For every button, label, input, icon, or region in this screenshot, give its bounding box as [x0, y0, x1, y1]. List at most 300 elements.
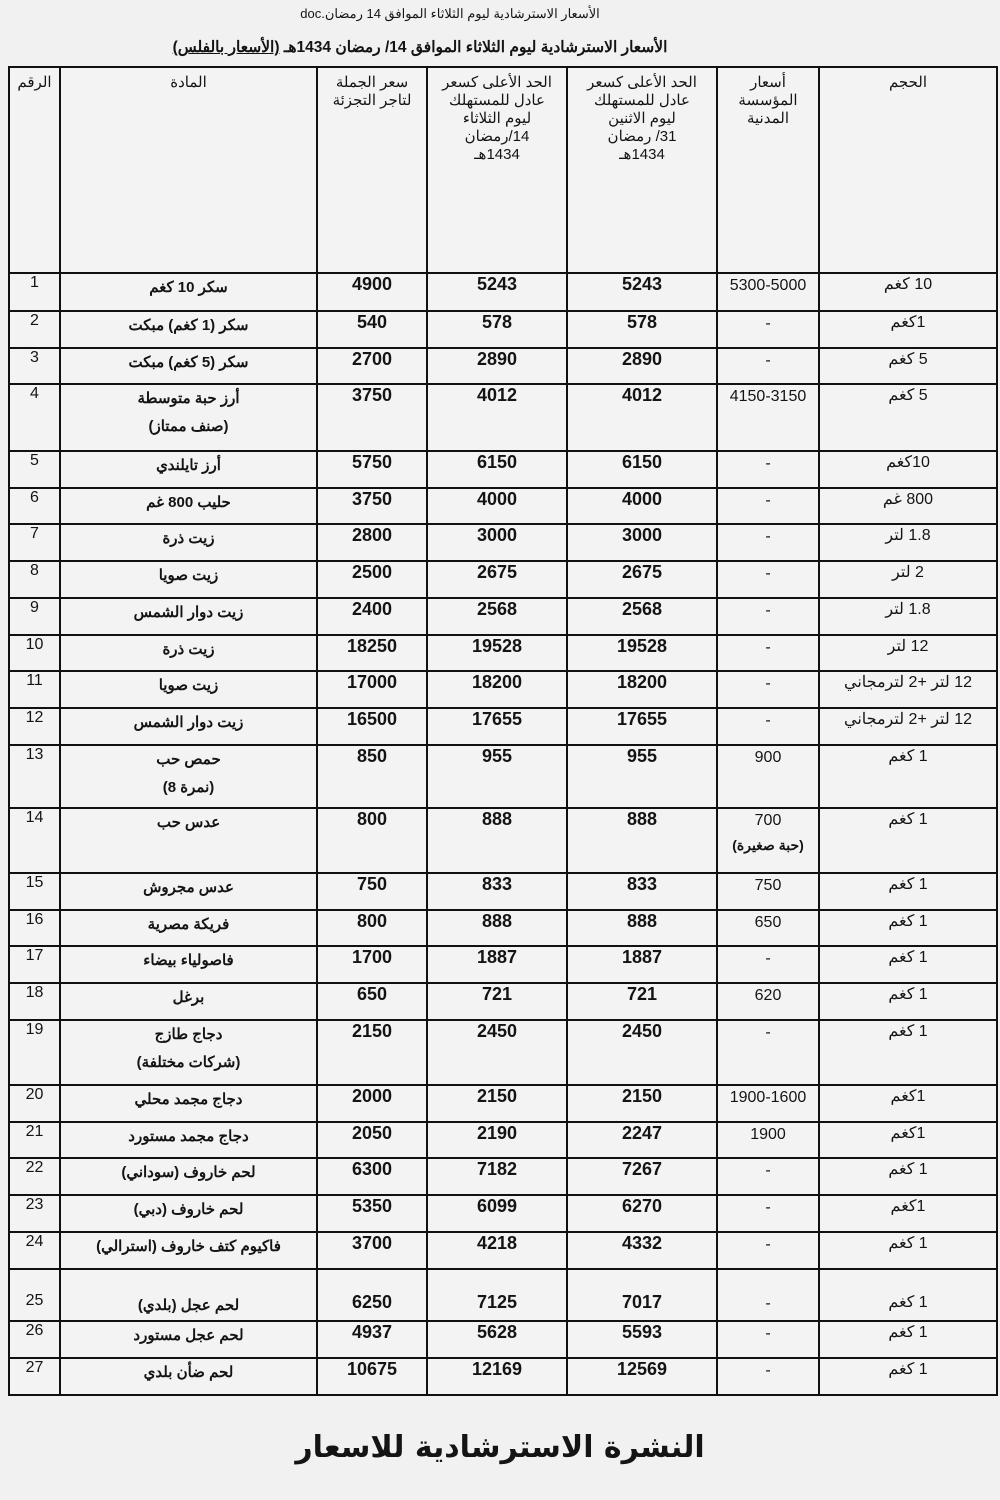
wholesale-cell: 4900	[317, 273, 427, 311]
header-max-tuesday-line: 14/رمضان	[464, 128, 530, 145]
wholesale-cell: 2400	[317, 598, 427, 635]
civil-price-cell	[717, 451, 819, 488]
max-tuesday-cell: 2190	[427, 1122, 567, 1158]
header-civil-line: المدنية	[746, 110, 790, 127]
size-cell: 1 كغم	[819, 1321, 997, 1358]
civil-price: 1900-1600	[729, 1089, 807, 1106]
table-row	[9, 1358, 997, 1395]
header-number	[9, 67, 60, 273]
wholesale-cell: 16500	[317, 708, 427, 745]
wholesale-cell: 10675	[317, 1358, 427, 1395]
civil-price: 4150-3150	[729, 388, 807, 405]
max-monday-cell: 5243	[567, 273, 717, 311]
wholesale-cell: 1700	[317, 946, 427, 983]
civil-price-cell	[717, 311, 819, 348]
wholesale-cell: 2000	[317, 1085, 427, 1122]
civil-price: -	[765, 492, 771, 509]
size-cell: 1 كغم	[819, 983, 997, 1020]
item-name: حليب 800 غم	[146, 494, 231, 511]
item-cell	[60, 808, 317, 873]
item-cell	[60, 745, 317, 808]
table-row	[9, 671, 997, 708]
table-row	[9, 1122, 997, 1158]
row-number-cell: 27	[9, 1358, 60, 1395]
table-row	[9, 384, 997, 451]
max-monday-cell: 833	[567, 873, 717, 910]
max-tuesday-cell: 833	[427, 873, 567, 910]
header-civil-line: المؤسسة	[738, 92, 798, 109]
civil-price-cell	[717, 1358, 819, 1395]
item-name: زيت دوار الشمس	[133, 604, 244, 621]
item-name: دجاج مجمد محلي	[134, 1091, 243, 1108]
max-tuesday-cell: 5243	[427, 273, 567, 311]
civil-price-cell	[717, 635, 819, 671]
size-cell: 1 كغم	[819, 1232, 997, 1269]
header-number-label: الرقم	[17, 74, 52, 91]
size-cell: 12 لتر +2 لترمجاني	[819, 671, 997, 708]
item-cell	[60, 1085, 317, 1122]
max-tuesday-cell: 6099	[427, 1195, 567, 1232]
max-tuesday-cell: 3000	[427, 524, 567, 561]
table-row	[9, 561, 997, 598]
civil-price: -	[765, 455, 771, 472]
item-cell	[60, 873, 317, 910]
row-number-cell: 23	[9, 1195, 60, 1232]
max-tuesday-cell: 4218	[427, 1232, 567, 1269]
header-max-monday	[567, 67, 717, 273]
wholesale-cell: 850	[317, 745, 427, 808]
size-cell: 12 لتر	[819, 635, 997, 671]
header-max-monday-line: عادل للمستهلك	[594, 92, 690, 109]
wholesale-cell: 18250	[317, 635, 427, 671]
civil-price-cell	[717, 1020, 819, 1085]
size-cell: 1 كغم	[819, 946, 997, 983]
max-monday-cell: 888	[567, 808, 717, 873]
item-name: لحم خاروف (دبي)	[133, 1201, 244, 1218]
table-row	[9, 1321, 997, 1358]
wholesale-cell: 2150	[317, 1020, 427, 1085]
civil-price: -	[765, 565, 771, 582]
item-detail: (شركات مختلفة)	[136, 1054, 241, 1071]
header-max-monday-line: 31/ رمضان	[607, 128, 677, 145]
table-row	[9, 598, 997, 635]
table-row	[9, 1020, 997, 1085]
max-tuesday-cell: 721	[427, 983, 567, 1020]
max-tuesday-cell: 4012	[427, 384, 567, 451]
wholesale-cell: 2700	[317, 348, 427, 384]
item-cell	[60, 1232, 317, 1269]
item-cell	[60, 1158, 317, 1195]
civil-price: 5300-5000	[729, 277, 807, 294]
item-cell	[60, 348, 317, 384]
wholesale-cell: 6300	[317, 1158, 427, 1195]
header-max-monday-line: 1434هـ	[619, 146, 665, 163]
size-cell: 1.8 لتر	[819, 524, 997, 561]
item-cell	[60, 524, 317, 561]
max-monday-cell: 19528	[567, 635, 717, 671]
max-tuesday-cell: 888	[427, 808, 567, 873]
table-row	[9, 635, 997, 671]
item-cell	[60, 1020, 317, 1085]
civil-price-cell	[717, 671, 819, 708]
civil-price: -	[765, 352, 771, 369]
max-monday-cell: 578	[567, 311, 717, 348]
item-name: أرز حبة متوسطة	[137, 390, 240, 407]
item-cell	[60, 1269, 317, 1321]
row-number-cell: 21	[9, 1122, 60, 1158]
item-cell	[60, 561, 317, 598]
item-name: لحم عجل (بلدي)	[137, 1297, 240, 1314]
item-name: لحم خاروف (سوداني)	[121, 1164, 256, 1181]
header-item	[60, 67, 317, 273]
max-monday-cell: 888	[567, 910, 717, 946]
civil-price-cell	[717, 348, 819, 384]
table-row	[9, 348, 997, 384]
table-row	[9, 983, 997, 1020]
item-name: لحم عجل مستورد	[133, 1327, 244, 1344]
max-monday-cell: 12569	[567, 1358, 717, 1395]
max-tuesday-cell: 2890	[427, 348, 567, 384]
item-name: دجاج طازج	[154, 1026, 223, 1043]
size-cell: 12 لتر +2 لترمجاني	[819, 708, 997, 745]
max-tuesday-cell: 12169	[427, 1358, 567, 1395]
bulletin-title: النشرة الاسترشادية للاسعار	[295, 1430, 705, 1465]
table-row	[9, 451, 997, 488]
row-number-cell: 7	[9, 524, 60, 561]
header-max-tuesday-line: ليوم الثلاثاء	[462, 110, 532, 127]
max-monday-cell: 6150	[567, 451, 717, 488]
size-cell: 1كغم	[819, 311, 997, 348]
civil-price-cell	[717, 1321, 819, 1358]
civil-price: 750	[754, 877, 782, 894]
table-row	[9, 1195, 997, 1232]
row-number-cell: 5	[9, 451, 60, 488]
header-wholesale-line: سعر الجملة	[335, 74, 409, 91]
wholesale-cell: 5750	[317, 451, 427, 488]
civil-price-cell	[717, 384, 819, 451]
wholesale-cell: 6250	[317, 1269, 427, 1321]
table-row	[9, 1085, 997, 1122]
civil-price-cell	[717, 1269, 819, 1321]
civil-price: -	[765, 675, 771, 692]
civil-price: 1900	[750, 1126, 786, 1143]
item-name: عدس حب	[156, 814, 221, 831]
civil-price-cell	[717, 1158, 819, 1195]
wholesale-cell: 3700	[317, 1232, 427, 1269]
wholesale-cell: 800	[317, 808, 427, 873]
size-cell: 1 كغم	[819, 1158, 997, 1195]
civil-price-cell	[717, 488, 819, 524]
item-cell	[60, 488, 317, 524]
row-number-cell: 11	[9, 671, 60, 708]
size-cell: 1كغم	[819, 1085, 997, 1122]
max-tuesday-cell: 5628	[427, 1321, 567, 1358]
item-detail: (نمرة 8)	[162, 779, 215, 796]
row-number-cell: 8	[9, 561, 60, 598]
max-monday-cell: 1887	[567, 946, 717, 983]
max-tuesday-cell: 6150	[427, 451, 567, 488]
row-number-cell: 22	[9, 1158, 60, 1195]
civil-price: -	[765, 528, 771, 545]
max-monday-cell: 17655	[567, 708, 717, 745]
item-cell	[60, 1195, 317, 1232]
item-name: زيت ذرة	[162, 641, 215, 658]
civil-price: -	[765, 639, 771, 656]
table-row	[9, 273, 997, 311]
row-number-cell: 20	[9, 1085, 60, 1122]
max-monday-cell: 2150	[567, 1085, 717, 1122]
item-detail: (صنف ممتاز)	[148, 418, 229, 435]
header-size	[819, 67, 997, 273]
civil-price: -	[765, 315, 771, 332]
size-cell: 1كغم	[819, 1195, 997, 1232]
wholesale-cell: 2800	[317, 524, 427, 561]
header-civil-line: أسعار	[750, 74, 786, 91]
max-monday-cell: 2890	[567, 348, 717, 384]
max-monday-cell: 2675	[567, 561, 717, 598]
max-tuesday-cell: 578	[427, 311, 567, 348]
table-row	[9, 873, 997, 910]
civil-price-cell	[717, 273, 819, 311]
wholesale-cell: 750	[317, 873, 427, 910]
max-monday-cell: 2450	[567, 1020, 717, 1085]
row-number-cell: 17	[9, 946, 60, 983]
max-monday-cell: 4332	[567, 1232, 717, 1269]
civil-price-cell	[717, 983, 819, 1020]
item-cell	[60, 708, 317, 745]
size-cell: 5 كغم	[819, 384, 997, 451]
item-name: برغل	[172, 989, 205, 1006]
size-cell: 10 كغم	[819, 273, 997, 311]
civil-price: 650	[754, 914, 782, 931]
file-title: الأسعار الاسترشادية ليوم الثلاثاء الموافق 14 رمضان.doc	[300, 6, 600, 21]
civil-price-cell	[717, 1232, 819, 1269]
max-tuesday-cell: 2675	[427, 561, 567, 598]
max-monday-cell: 6270	[567, 1195, 717, 1232]
civil-price: -	[765, 1295, 771, 1312]
civil-price: 900	[754, 749, 782, 766]
item-name: دجاج مجمد مستورد	[128, 1128, 249, 1145]
item-name: عدس مجروش	[143, 879, 234, 896]
item-name: لحم ضأن بلدي	[143, 1364, 234, 1381]
item-cell	[60, 273, 317, 311]
item-cell	[60, 910, 317, 946]
size-cell: 1 كغم	[819, 910, 997, 946]
item-name: زيت ذرة	[162, 530, 215, 547]
item-cell	[60, 983, 317, 1020]
item-cell	[60, 451, 317, 488]
table-row	[9, 745, 997, 808]
civil-price: -	[765, 1199, 771, 1216]
civil-price-cell	[717, 1122, 819, 1158]
table-row	[9, 1158, 997, 1195]
row-number-cell: 16	[9, 910, 60, 946]
max-monday-cell: 2568	[567, 598, 717, 635]
header-civil-prices	[717, 67, 819, 273]
max-monday-cell: 7267	[567, 1158, 717, 1195]
wholesale-cell: 800	[317, 910, 427, 946]
max-monday-cell: 2247	[567, 1122, 717, 1158]
row-number-cell: 13	[9, 745, 60, 808]
civil-price-note: (حبة صغيرة)	[732, 837, 804, 853]
header-max-tuesday-line: عادل للمستهلك	[449, 92, 545, 109]
row-number-cell: 24	[9, 1232, 60, 1269]
max-tuesday-cell: 7125	[427, 1269, 567, 1321]
row-number-cell: 14	[9, 808, 60, 873]
max-tuesday-cell: 18200	[427, 671, 567, 708]
civil-price: 700	[754, 812, 782, 829]
table-row	[9, 808, 997, 873]
max-tuesday-cell: 1887	[427, 946, 567, 983]
max-tuesday-cell: 2450	[427, 1020, 567, 1085]
table-row	[9, 524, 997, 561]
wholesale-cell: 5350	[317, 1195, 427, 1232]
civil-price-cell	[717, 708, 819, 745]
table-header-row	[9, 67, 997, 273]
civil-price-cell	[717, 946, 819, 983]
item-name: حمص حب	[156, 751, 221, 768]
civil-price: -	[765, 1362, 771, 1379]
item-name: سكر 10 كغم	[149, 279, 228, 296]
size-cell: 1كغم	[819, 1122, 997, 1158]
max-tuesday-cell: 19528	[427, 635, 567, 671]
size-cell: 5 كغم	[819, 348, 997, 384]
max-monday-cell: 955	[567, 745, 717, 808]
civil-price: -	[765, 950, 771, 967]
row-number-cell: 6	[9, 488, 60, 524]
table-row	[9, 488, 997, 524]
max-tuesday-cell: 17655	[427, 708, 567, 745]
header-max-tuesday	[427, 67, 567, 273]
size-cell: 1 كغم	[819, 873, 997, 910]
header-max-monday-line: ليوم الاثنين	[608, 110, 676, 127]
table-row	[9, 910, 997, 946]
row-number-cell: 25	[9, 1269, 60, 1321]
item-name: فاصولياء بيضاء	[143, 952, 234, 969]
civil-price: -	[765, 712, 771, 729]
header-max-tuesday-line: 1434هـ	[474, 146, 520, 163]
item-name: زيت دوار الشمس	[133, 714, 244, 731]
header-wholesale-line: لتاجر التجزئة	[332, 92, 412, 109]
row-number-cell: 18	[9, 983, 60, 1020]
item-cell	[60, 1358, 317, 1395]
table-row	[9, 946, 997, 983]
row-number-cell: 10	[9, 635, 60, 671]
wholesale-cell: 4937	[317, 1321, 427, 1358]
wholesale-cell: 650	[317, 983, 427, 1020]
wholesale-cell: 540	[317, 311, 427, 348]
max-monday-cell: 721	[567, 983, 717, 1020]
size-cell: 2 لتر	[819, 561, 997, 598]
wholesale-cell: 3750	[317, 488, 427, 524]
item-name: فاكيوم كتف خاروف (استرالي)	[96, 1238, 281, 1255]
max-monday-cell: 18200	[567, 671, 717, 708]
item-name: زيت صويا	[158, 677, 219, 694]
item-cell	[60, 671, 317, 708]
row-number-cell: 9	[9, 598, 60, 635]
size-cell: 1 كغم	[819, 808, 997, 873]
item-cell	[60, 1321, 317, 1358]
row-number-cell: 2	[9, 311, 60, 348]
row-number-cell: 15	[9, 873, 60, 910]
size-cell: 1 كغم	[819, 745, 997, 808]
item-cell	[60, 946, 317, 983]
header-wholesale	[317, 67, 427, 273]
max-tuesday-cell: 2568	[427, 598, 567, 635]
document-title-main: الأسعار الاسترشادية ليوم الثلاثاء الموافق 14/ رمضان 1434هـ	[279, 39, 668, 56]
civil-price: -	[765, 1236, 771, 1253]
item-name: فريكة مصرية	[147, 916, 230, 933]
item-name: أرز تايلندي	[156, 457, 221, 474]
max-tuesday-cell: 888	[427, 910, 567, 946]
table-row	[9, 311, 997, 348]
max-monday-cell: 4000	[567, 488, 717, 524]
max-tuesday-cell: 2150	[427, 1085, 567, 1122]
item-cell	[60, 311, 317, 348]
max-monday-cell: 5593	[567, 1321, 717, 1358]
civil-price-cell	[717, 910, 819, 946]
civil-price: -	[765, 1162, 771, 1179]
price-table	[8, 66, 998, 1396]
wholesale-cell: 2050	[317, 1122, 427, 1158]
header-max-monday-line: الحد الأعلى كسعر	[587, 74, 697, 91]
row-number-cell: 26	[9, 1321, 60, 1358]
wholesale-cell: 17000	[317, 671, 427, 708]
civil-price: -	[765, 1325, 771, 1342]
size-cell: 1 كغم	[819, 1358, 997, 1395]
item-name: سكر (5 كغم) مبكت	[128, 354, 249, 371]
civil-price-cell	[717, 1085, 819, 1122]
size-cell: 1 كغم	[819, 1020, 997, 1085]
price-unit-note: (الأسعار بالفلس)	[172, 39, 280, 56]
civil-price-cell	[717, 561, 819, 598]
item-cell	[60, 635, 317, 671]
item-cell	[60, 598, 317, 635]
size-cell: 800 غم	[819, 488, 997, 524]
wholesale-cell: 3750	[317, 384, 427, 451]
civil-price-cell	[717, 598, 819, 635]
civil-price-cell	[717, 1195, 819, 1232]
civil-price-cell	[717, 808, 819, 873]
wholesale-cell: 2500	[317, 561, 427, 598]
civil-price: -	[765, 1024, 771, 1041]
table-row	[9, 1269, 997, 1321]
item-cell	[60, 384, 317, 451]
row-number-cell: 3	[9, 348, 60, 384]
header-max-tuesday-line: الحد الأعلى كسعر	[442, 74, 552, 91]
max-tuesday-cell: 4000	[427, 488, 567, 524]
item-name: سكر (1 كغم) مبكت	[128, 317, 249, 334]
civil-price: -	[765, 602, 771, 619]
item-cell	[60, 1122, 317, 1158]
max-monday-cell: 3000	[567, 524, 717, 561]
civil-price-cell	[717, 524, 819, 561]
row-number-cell: 19	[9, 1020, 60, 1085]
max-monday-cell: 4012	[567, 384, 717, 451]
header-item-label: المادة	[170, 74, 207, 91]
document-title	[120, 38, 720, 57]
table-row	[9, 1232, 997, 1269]
civil-price: 620	[754, 987, 782, 1004]
header-size-label: الحجم	[888, 74, 928, 91]
max-tuesday-cell: 7182	[427, 1158, 567, 1195]
civil-price-cell	[717, 745, 819, 808]
table-row	[9, 708, 997, 745]
max-monday-cell: 7017	[567, 1269, 717, 1321]
civil-price-cell	[717, 873, 819, 910]
size-cell: 10كغم	[819, 451, 997, 488]
row-number-cell: 4	[9, 384, 60, 451]
